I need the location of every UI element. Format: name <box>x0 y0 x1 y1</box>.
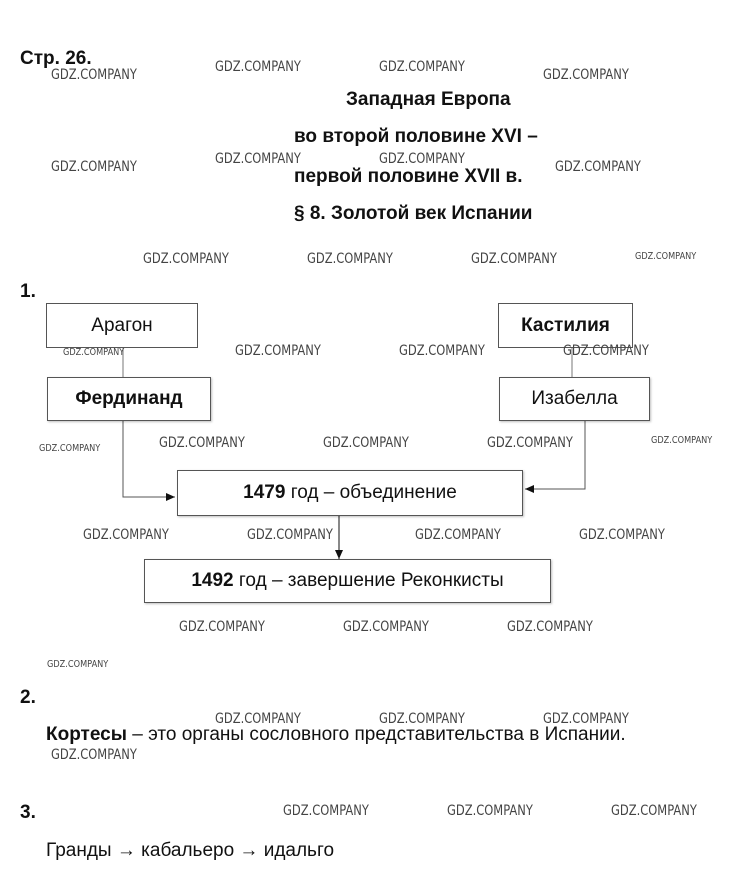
watermark: GDZ.COMPANY <box>51 67 137 83</box>
watermark: GDZ.COMPANY <box>507 619 593 635</box>
box-ferdinand <box>47 377 211 421</box>
watermark: GDZ.COMPANY <box>51 747 137 763</box>
reconquista-year: 1492 <box>191 570 234 591</box>
watermark: GDZ.COMPANY <box>39 443 101 454</box>
cortes-term: Кортесы <box>46 724 127 745</box>
watermark: GDZ.COMPANY <box>379 151 465 167</box>
watermark: GDZ.COMPANY <box>651 435 713 446</box>
title-line-3: первой половине XVII в. <box>294 166 523 187</box>
aragon-label: Арагон <box>91 314 153 336</box>
watermark: GDZ.COMPANY <box>215 711 301 727</box>
watermark: GDZ.COMPANY <box>47 659 109 670</box>
task-2-text <box>46 724 626 746</box>
union-text: год – объединение <box>285 482 457 503</box>
union-year: 1479 <box>243 482 286 503</box>
watermark: GDZ.COMPANY <box>83 527 169 543</box>
watermark: GDZ.COMPANY <box>323 435 409 451</box>
isabella-label: Изабелла <box>531 388 618 409</box>
box-reconquista <box>144 559 551 603</box>
watermark: GDZ.COMPANY <box>415 527 501 543</box>
castile-label: Кастилия <box>521 314 610 336</box>
watermark: GDZ.COMPANY <box>51 159 137 175</box>
watermark: GDZ.COMPANY <box>447 803 533 819</box>
watermark: GDZ.COMPANY <box>555 159 641 175</box>
watermark: GDZ.COMPANY <box>487 435 573 451</box>
box-aragon <box>46 303 198 348</box>
title-line-2: во второй половине XVI – <box>294 126 538 147</box>
watermark: GDZ.COMPANY <box>247 527 333 543</box>
watermark: GDZ.COMPANY <box>159 435 245 451</box>
watermark: GDZ.COMPANY <box>579 527 665 543</box>
task-3-number: 3. <box>20 802 36 823</box>
watermark: GDZ.COMPANY <box>179 619 265 635</box>
estate-hierarchy: Гранды → кабальеро → идальго <box>46 840 335 861</box>
title-line-1: Западная Европа <box>346 89 511 110</box>
page-label: Стр. 26. <box>20 48 92 69</box>
reconquista-text: год – завершение Реконкисты <box>233 570 504 591</box>
watermark: GDZ.COMPANY <box>283 803 369 819</box>
watermark: GDZ.COMPANY <box>563 343 649 359</box>
title-line-4: § 8. Золотой век Испании <box>294 203 533 224</box>
watermark: GDZ.COMPANY <box>611 803 697 819</box>
watermark: GDZ.COMPANY <box>63 347 125 358</box>
watermark: GDZ.COMPANY <box>379 59 465 75</box>
watermark: GDZ.COMPANY <box>215 59 301 75</box>
task-2-number: 2. <box>20 687 36 708</box>
ferdinand-label: Фердинанд <box>75 388 183 409</box>
watermark: GDZ.COMPANY <box>343 619 429 635</box>
box-union <box>177 470 523 516</box>
watermark: GDZ.COMPANY <box>635 251 697 262</box>
watermark: GDZ.COMPANY <box>307 251 393 267</box>
watermark: GDZ.COMPANY <box>379 711 465 727</box>
watermark: GDZ.COMPANY <box>399 343 485 359</box>
box-castile <box>498 303 633 348</box>
cortes-definition: – это органы сословного представительства в Испании. <box>126 724 626 745</box>
watermark: GDZ.COMPANY <box>543 711 629 727</box>
watermark: GDZ.COMPANY <box>143 251 229 267</box>
watermark: GDZ.COMPANY <box>235 343 321 359</box>
watermark: GDZ.COMPANY <box>215 151 301 167</box>
box-isabella <box>499 377 650 421</box>
watermark: GDZ.COMPANY <box>543 67 629 83</box>
watermark: GDZ.COMPANY <box>471 251 557 267</box>
task-1-number: 1. <box>20 281 36 302</box>
